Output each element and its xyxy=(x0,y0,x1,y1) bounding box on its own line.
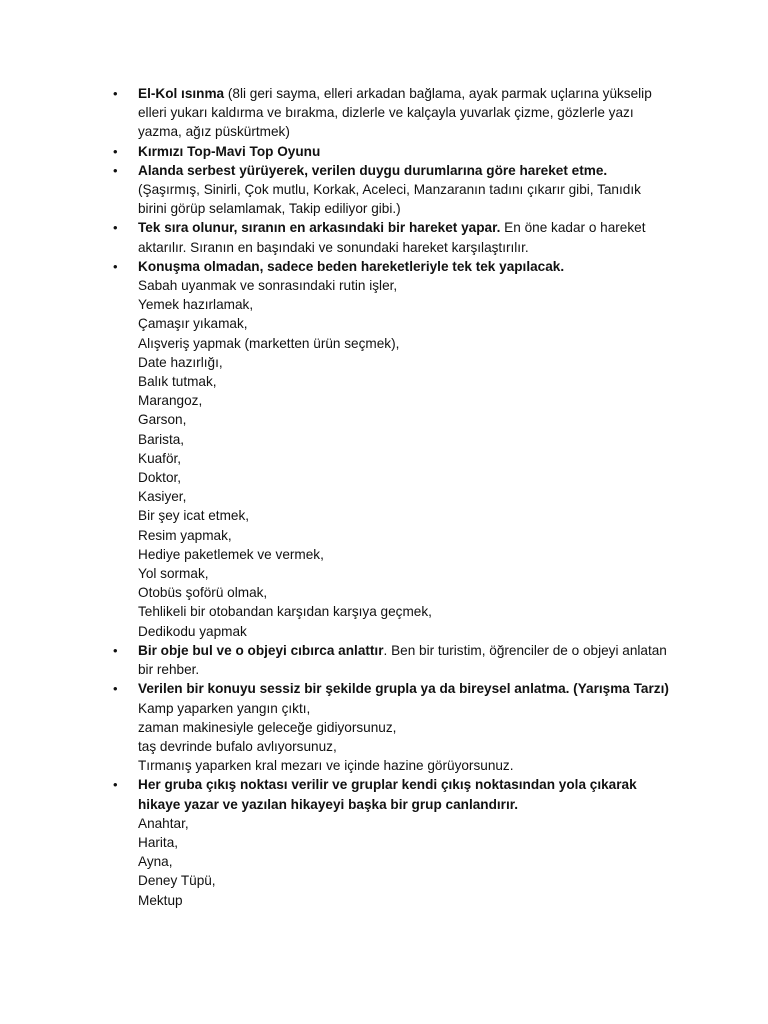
item-heading: Kırmızı Top-Mavi Top Oyunu xyxy=(138,143,321,159)
activity-list xyxy=(113,84,673,910)
bullet-icon: • xyxy=(113,258,118,274)
item-subline: Yemek hazırlamak, xyxy=(138,297,254,313)
item-subline: Bir şey icat etmek, xyxy=(138,508,250,524)
item-subline: Resim yapmak, xyxy=(138,527,232,543)
item-subline: Sabah uyanmak ve sonrasındaki rutin işler, xyxy=(138,278,398,294)
item-heading: Tek sıra olunur, sıranın en arkasındaki bir hareket yapar. xyxy=(138,220,501,236)
item-subline: Barista, xyxy=(138,431,185,447)
item-heading: Alanda serbest yürüyerek, verilen duygu durumlarına göre hareket etme. xyxy=(138,162,608,178)
item-subline: Balık tutmak, xyxy=(138,374,217,390)
item-heading: Her gruba çıkış noktası verilir ve gruplar kendi çıkış noktasından yola çıkarak hikaye yazar ve yazılan hikayeyi başka bir grup canlandırır. xyxy=(138,777,637,812)
item-heading: Konuşma olmadan, sadece beden hareketleriyle tek tek yapılacak. xyxy=(138,258,565,274)
bullet-icon: • xyxy=(113,777,118,793)
item-subline: Yol sormak, xyxy=(138,566,209,582)
item-subline: Garson, xyxy=(138,412,187,428)
item-subline: Tırmanış yaparken kral mezarı ve içinde hazine görüyorsunuz. xyxy=(138,758,514,774)
list-item xyxy=(113,257,673,641)
list-item xyxy=(113,142,673,161)
item-subline: Harita, xyxy=(138,834,179,850)
item-subline: Kamp yaparken yangın çıktı, xyxy=(138,700,311,716)
list-item xyxy=(113,218,673,256)
item-heading: Bir obje bul ve o objeyi cıbırca anlattır xyxy=(138,642,384,658)
item-subline: taş devrinde bufalo avlıyorsunuz, xyxy=(138,738,337,754)
item-subline: Tehlikeli bir otobandan karşıdan karşıya geçmek, xyxy=(138,604,432,620)
item-text: (8li geri sayma, elleri arkadan bağlama, ayak parmak uçlarına yükselip elleri yukarı kaldırma ve bırakma, dizlerle ve kalçayla yuvarlak çizme, gözlerle yazı yazma, ağız püskürtmek) xyxy=(138,86,652,140)
item-subline: Dedikodu yapmak xyxy=(138,623,247,639)
item-subline: (Şaşırmış, Sinirli, Çok mutlu, Korkak, Aceleci, Manzaranın tadını çıkarır gibi, Tanıdık birini görüp selamlamak, Takip ediliyor gibi.) xyxy=(138,182,641,217)
bullet-icon: • xyxy=(113,220,118,236)
list-item xyxy=(113,84,673,142)
item-subline: Alışveriş yapmak (marketten ürün seçmek), xyxy=(138,335,400,351)
item-subline: Ayna, xyxy=(138,854,173,870)
item-subline: Otobüs şoförü olmak, xyxy=(138,585,268,601)
bullet-icon: • xyxy=(113,162,118,178)
list-item xyxy=(113,679,673,775)
item-text: En öne kadar o hareket aktarılır. Sıranın en başındaki ve sonundaki hareket karşılaştırılır. xyxy=(138,220,646,255)
item-subline: Deney Tüpü, xyxy=(138,873,216,889)
item-subline: zaman makinesiyle geleceğe gidiyorsunuz, xyxy=(138,719,397,735)
list-item xyxy=(113,161,673,219)
item-subline: Kasiyer, xyxy=(138,489,187,505)
bullet-icon: • xyxy=(113,86,118,101)
bullet-icon: • xyxy=(113,143,118,159)
item-heading: El-Kol ısınma xyxy=(138,86,225,101)
list-item xyxy=(113,775,673,909)
item-subline: Marangoz, xyxy=(138,393,203,409)
item-subline: Hediye paketlemek ve vermek, xyxy=(138,546,324,562)
item-subline: Doktor, xyxy=(138,470,182,486)
bullet-icon: • xyxy=(113,681,118,697)
item-text: . Ben bir turistim, öğrenciler de o objeyi anlatan bir rehber. xyxy=(138,642,667,678)
item-subline: Kuaför, xyxy=(138,450,182,466)
item-subline: Mektup xyxy=(138,892,183,908)
item-heading: Verilen bir konuyu sessiz bir şekilde grupla ya da bireysel anlatma. (Yarışma Tarzı) xyxy=(138,681,669,697)
bullet-icon: • xyxy=(113,642,118,658)
item-subline: Çamaşır yıkamak, xyxy=(138,316,248,332)
item-subline: Anahtar, xyxy=(138,815,189,831)
list-item xyxy=(113,641,673,679)
item-subline: Date hazırlığı, xyxy=(138,354,223,370)
